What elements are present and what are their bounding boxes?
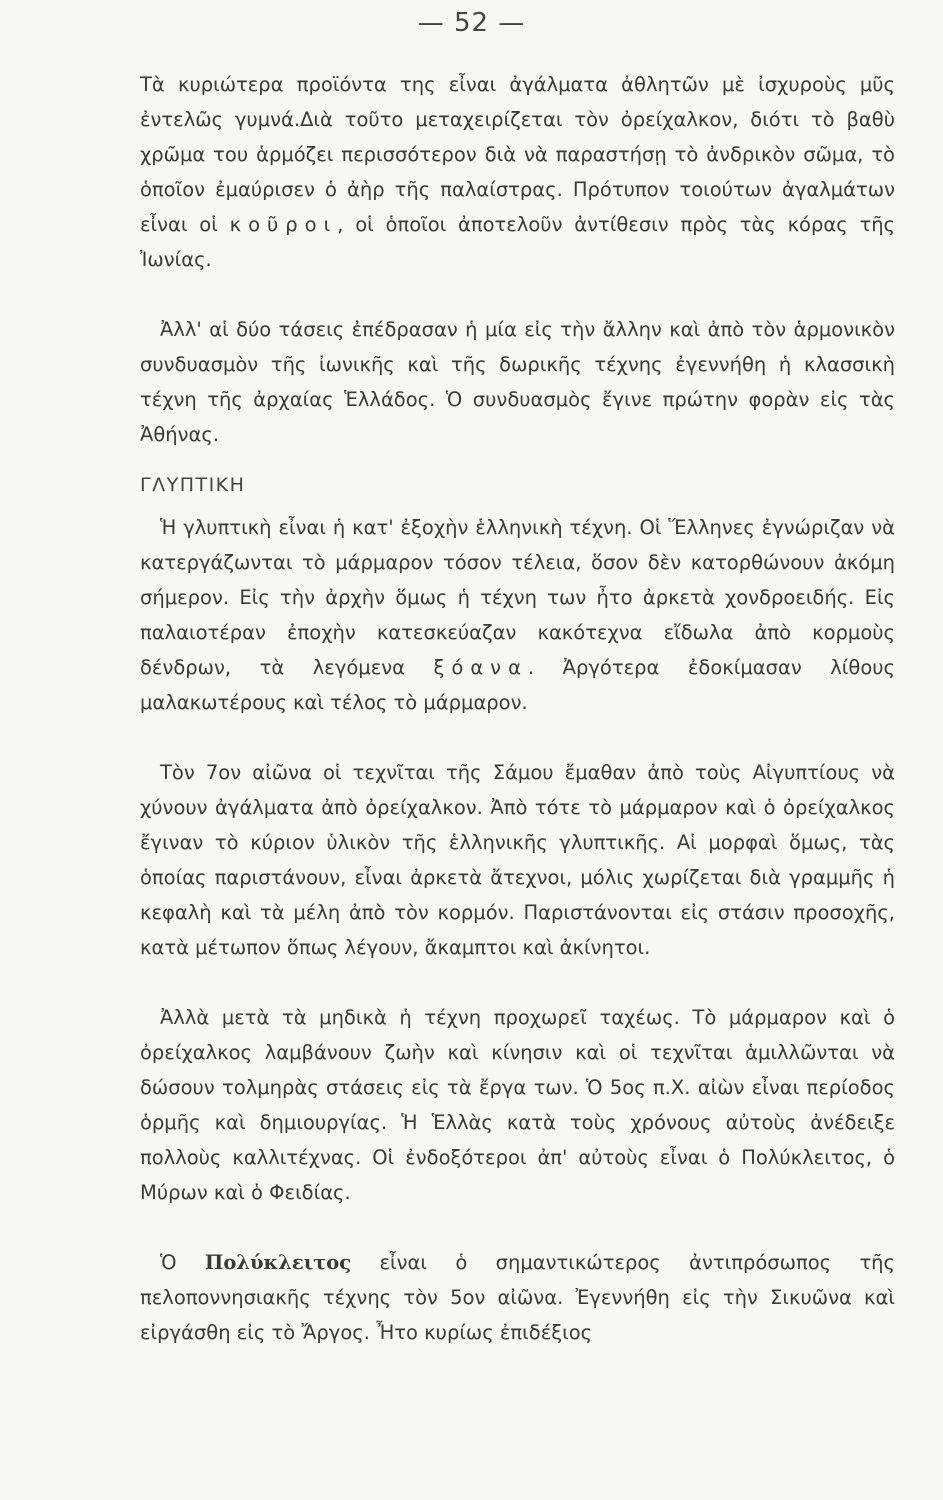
paragraph-text: Τὰ κυριώτερα προϊόντα της εἶναι ἀγάλματα ἀθλητῶν μὲ ἰσχυροὺς μῦς ἐντελῶς γυμνά.Διὰ τοῦτο μεταχειρίζεται τὸν ὀρείχαλκον, διότι τὸ βαθὺ χρῶμα του ἁρμόζει περισσότερον διὰ νὰ παραστήσῃ τὸ ἀνδρικὸν σῶμα, τὸ ὁποῖον ἐμαύρισεν ὁ ἀὴρ τῆς παλαίστρας. Πρότυπον τοιούτων ἀγαλμάτων εἶναι οἱ — [140, 73, 895, 236]
paragraph-text: Ἡ γλυπτικὴ εἶναι ἡ κατ' ἐξοχὴν ἑλληνικὴ τέχνη. Οἱ Ἕλληνες ἐγνώριζαν νὰ κατεργάζωνται τὸ μάρμαρον τόσον τέλεια, ὅσον δὲν κατορθώνουν ἀκόμη σήμερον. Εἰς τὴν ἀρχὴν ὅμως ἡ τέχνη των ἦτο ἀρκετὰ χονδροειδής. Εἰς παλαιοτέραν ἐποχὴν κατεσκεύαζαν κακότεχνα εἴδωλα ἀπὸ κορμοὺς δένδρων, τὰ λεγόμενα — [140, 516, 895, 679]
spaced-term: κοῦροι — [229, 213, 338, 236]
paragraph-polykleitos — [140, 1245, 895, 1350]
paragraph-text: εἶναι ὁ σημαντικώτερος ἀντιπρόσωπος τῆς πελοποννησιακῆς τέχνης τὸν 5ον αἰῶνα. Ἐγεννήθη εἰς τὴν Σικυῶνα καὶ εἰργάσθη εἰς τὸ Ἄργος. Ἦτο κυρίως ἐπιδέξιος — [140, 1251, 895, 1344]
paragraph-text: Ὁ — [160, 1251, 205, 1274]
paragraph-progress: Ἀλλὰ μετὰ τὰ μηδικὰ ἡ τέχνη προχωρεῖ ταχέως. Τὸ μάρμαρον καὶ ὁ ὀρείχαλκος λαμβάνουν ζωὴν καὶ κίνησιν καὶ οἱ τεχνῖται ἁμιλλῶνται νὰ δώσουν τολμηρὰς στάσεις εἰς τὰ ἔργα των. Ὁ 5ος π.Χ. αἰὼν εἶναι περίοδος ὁρμῆς καὶ δημιουργίας. Ἡ Ἑλλὰς κατὰ τοὺς χρόνους αὐτοὺς ἀνέδειξε πολλοὺς καλλιτέχνας. Οἱ ἐνδοξότεροι ἀπ' αὐτοὺς εἶναι ὁ Πολύκλειτος, ὁ Μύρων καὶ ὁ Φειδίας. — [140, 1006, 895, 1204]
paragraph-classical-art: Ἀλλ' αἱ δύο τάσεις ἐπέδρασαν ἡ μία εἰς τὴν ἄλλην καὶ ἀπὸ τὸν ἁρμονικὸν συνδυασμὸν τῆς ἰωνικῆς καὶ τῆς δωρικῆς τέχνης ἐγεννήθη ἡ κλασσικὴ τέχνη τῆς ἀρχαίας Ἑλλάδος. Ὁ συνδυασμὸς ἔγινε πρώτην φορὰν εἰς τὰς Ἀθήνας. — [140, 318, 895, 446]
page-number: — 52 — — [417, 8, 526, 38]
paragraph-kouroi — [140, 67, 895, 277]
paragraph-sculpture-intro — [140, 510, 895, 720]
paragraph-samos: Τὸν 7ον αἰῶνα οἱ τεχνῖται τῆς Σάμου ἔμαθαν ἀπὸ τοὺς Αἰγυπτίους νὰ χύνουν ἀγάλματα ἀπὸ ὀρείχαλκον. Ἀπὸ τότε τὸ μάρμαρον καὶ ὁ ὀρείχαλκος ἔγιναν τὸ κύριον ὑλικὸν τῆς ἑλληνικῆς γλυπτικῆς. Αἱ μορφαὶ ὅμως, τὰς ὁποίας παριστάνουν, εἶναι ἀρκετὰ ἄτεχνοι, μόλις χωρίζεται διὰ γραμμῆς ἡ κεφαλὴ καὶ τὰ μέλη ἀπὸ τὸν κορμόν. Παριστάνονται εἰς στάσιν προσοχῆς, κατὰ μέτωπον ὅπως λέγουν, ἄκαμπτοι καὶ ἀκίνητοι. — [140, 761, 895, 959]
spaced-term: ξόανα — [433, 656, 528, 679]
section-heading: ΓΛΥΠΤΙΚΗ — [140, 474, 246, 496]
paragraph-text: . Ἀργότερα ἐδοκίμασαν λίθους μαλακωτέρους καὶ τέλος τὸ μάρμαρον. — [140, 656, 895, 714]
paragraph-text: , οἱ ὁποῖοι ἀποτελοῦν ἀντίθεσιν πρὸς τὰς κόρας τῆς Ἰωνίας. — [140, 213, 895, 271]
artist-name: Πολύκλειτος — [204, 1251, 352, 1274]
